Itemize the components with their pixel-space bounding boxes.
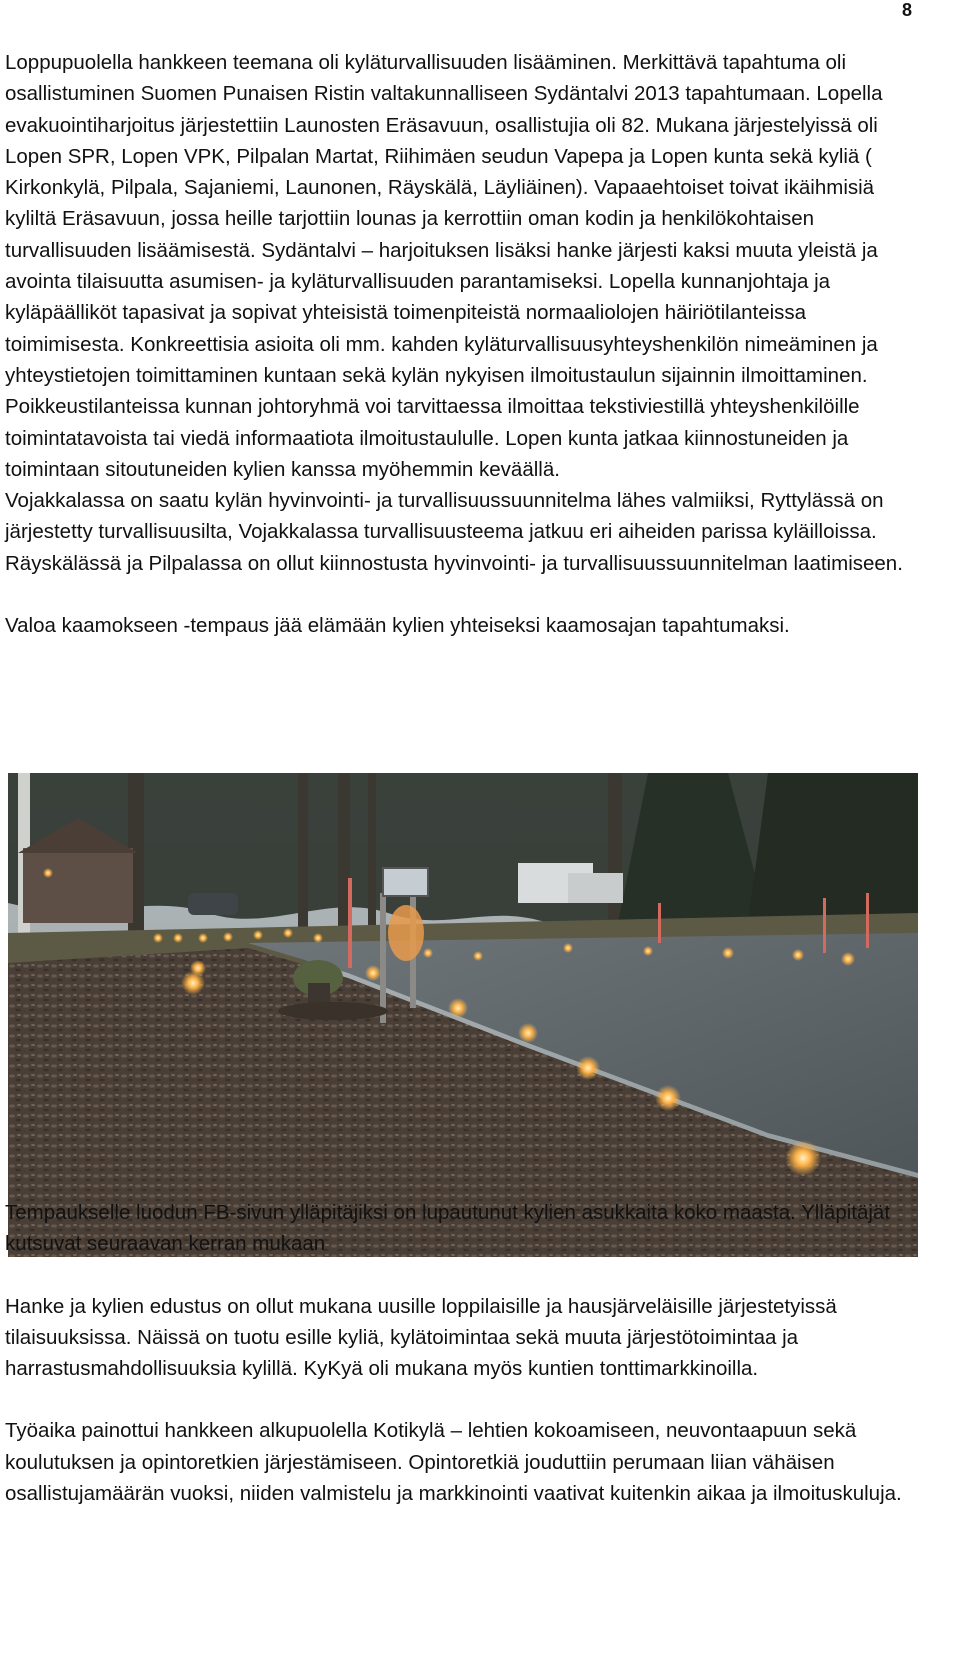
page-number: 8: [901, 0, 912, 20]
paragraph-kyläturvallisuus: Loppupuolella hankkeen teemana oli kyläturvallisuuden lisääminen. Merkittävä tapahtuma oli osallistuminen Suomen Punaisen Ristin valtakunnalliseen Sydäntalvi 2013 tapahtumaan. Lopella evakuointiharjoitus järjestettiin Launosten Eräsavuun, osallistujia oli 82. Mukana järjestelyissä oli Lopen SPR, Lopen VPK, Pilpalan Martat, Riihimäen seudun Vapepa ja Lopen kunta sekä kyliä ( Kirkonkylä, Pilpala, Sajaniemi, Launonen, Räyskälä, Läyliäinen). Vapaaehtoiset toivat ikäihmisiä kyliltä Eräsavuun, jossa heille tarjottiin lounas ja kerrottiin oman kodin ja henkilökohtaisen turvallisuuden lisäämisestä. Sydäntalvi – harjoituksen lisäksi hanke järjesti kaksi muuta yleistä ja avointa tilaisuutta asumisen- ja kyläturvallisuuden parantamiseksi. Lopella kunnanjohtaja ja kyläpäälliköt tapasivat ja sopivat yhteisistä toimenpiteistä normaaliolojen häiriötilanteissa toimimisesta. Konkreettisia asioita oli mm. kahden kyläturvallisuusyhteyshenkilön nimeäminen ja yhteystietojen toimittaminen kuntaan sekä kylän nykyisen ilmoitustaulun sijainnin ilmoittaminen. Poikkeustilanteissa kunnan johtoryhmä voi tarvittaessa ilmoittaa tekstiviestillä yhteyshenkilöille toimintatavoista tai viedä informaatiota ilmoitustaululle. Lopen kunta jatkaa kiinnostuneiden ja toimintaan sitoutuneiden kylien kanssa myöhemmin keväällä.: [5, 51, 883, 481]
top-text-section: [5, 47, 910, 641]
photo-caption: Valoa kaamokseen -tempaus jää elämään kylien yhteiseksi kaamosajan tapahtumaksi.: [5, 614, 790, 638]
lantern-road-photo: [8, 773, 918, 1257]
paragraph-spacer: [5, 1384, 910, 1415]
paragraph-fb-sivu: Tempaukselle luodun FB-sivun ylläpitäjiksi on lupautunut kylien asukkaita koko maasta. Ylläpitäjät kutsuvat seuraavan kerran mukaan: [5, 1201, 891, 1256]
paragraph-spacer: [5, 1260, 910, 1291]
photo-illustration: [8, 773, 918, 1257]
paragraph-vojakkala: Vojakkalassa on saatu kylän hyvinvointi- ja turvallisuussuunnitelma lähes valmiiksi, Ryttylässä on järjestetty turvallisuusilta, Vojakkalassa turvallisuusteema jatkuu eri aiheiden parissa kyläilloissa. Räyskälässä ja Pilpalassa on ollut kiinnostusta hyvinvointi- ja turvallisuussuunnitelman laatimiseen.: [5, 489, 903, 575]
paragraph-spacer: [5, 579, 910, 610]
paragraph-tilaisuudet: Hanke ja kylien edustus on ollut mukana uusille loppilaisille ja hausjärveläisille järjestetyissä tilaisuuksissa. Näissä on tuotu esille kyliä, kylätoimintaa sekä muuta järjestötoimintaa ja harrastusmahdollisuuksia kylillä. KyKyä oli mukana myös kuntien tonttimarkkinoilla.: [5, 1294, 837, 1381]
paragraph-tyoaika: Työaika painottui hankkeen alkupuolella Kotikylä – lehtien kokoamiseen, neuvontaapuun sekä koulutuksen ja opintoretkien järjestämiseen. Opintoretkiä jouduttiin perumaan liian vähäisen osallistujamäärän vuoksi, niiden valmistelu ja markkinointi vaativat kuitenkin aikaa ja ilmoituskuluja.: [5, 1419, 902, 1506]
bottom-text-section: [5, 1197, 910, 1509]
